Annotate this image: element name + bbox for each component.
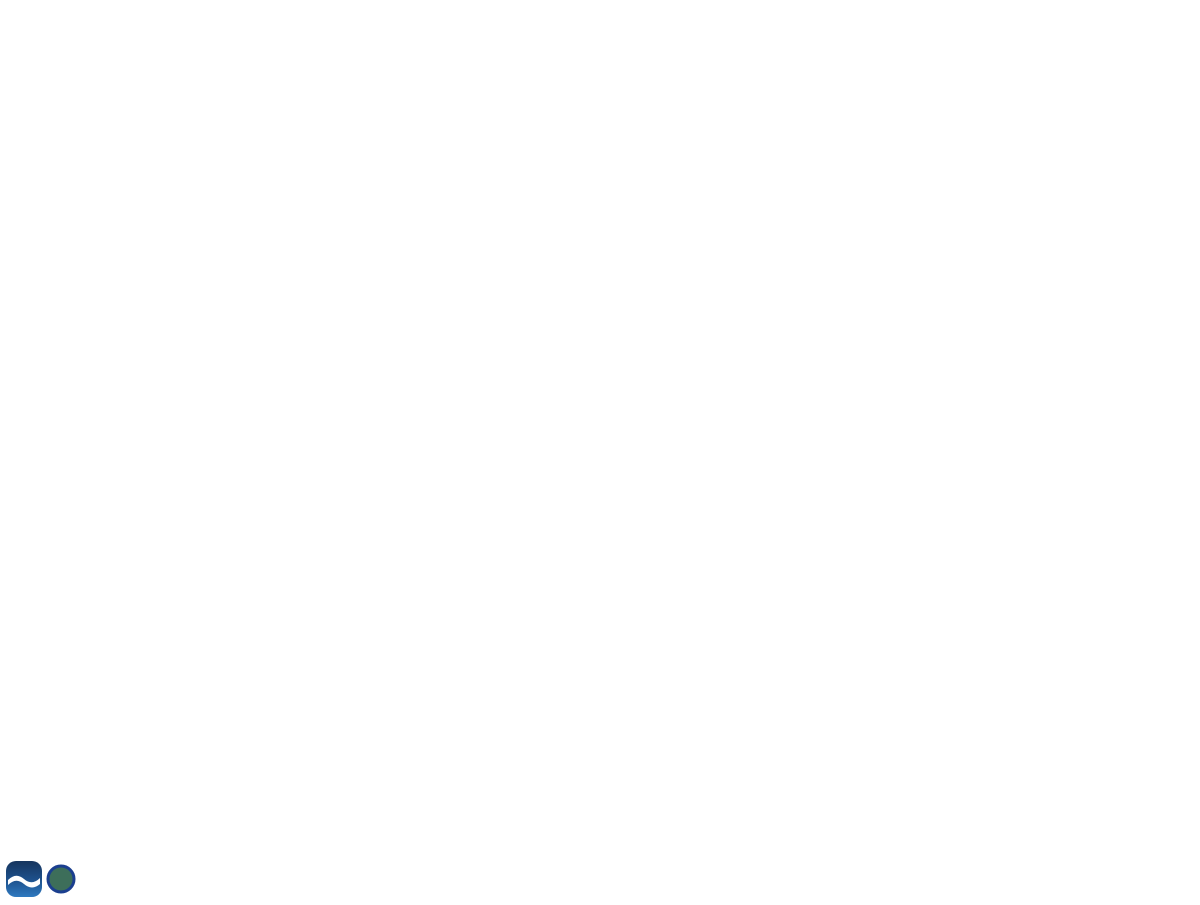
- mid-level-rh-chart: [600, 604, 1200, 900]
- cira-logo-icon: [48, 866, 74, 892]
- deep-layer-shear-chart: [600, 30, 1200, 335]
- noaa-logo-icon: [6, 861, 42, 897]
- agency-logos: [4, 858, 214, 900]
- intensity-chart: [0, 30, 600, 335]
- track-map: [30, 316, 600, 900]
- page-header: [0, 0, 1200, 32]
- sst-chart: [600, 316, 1200, 604]
